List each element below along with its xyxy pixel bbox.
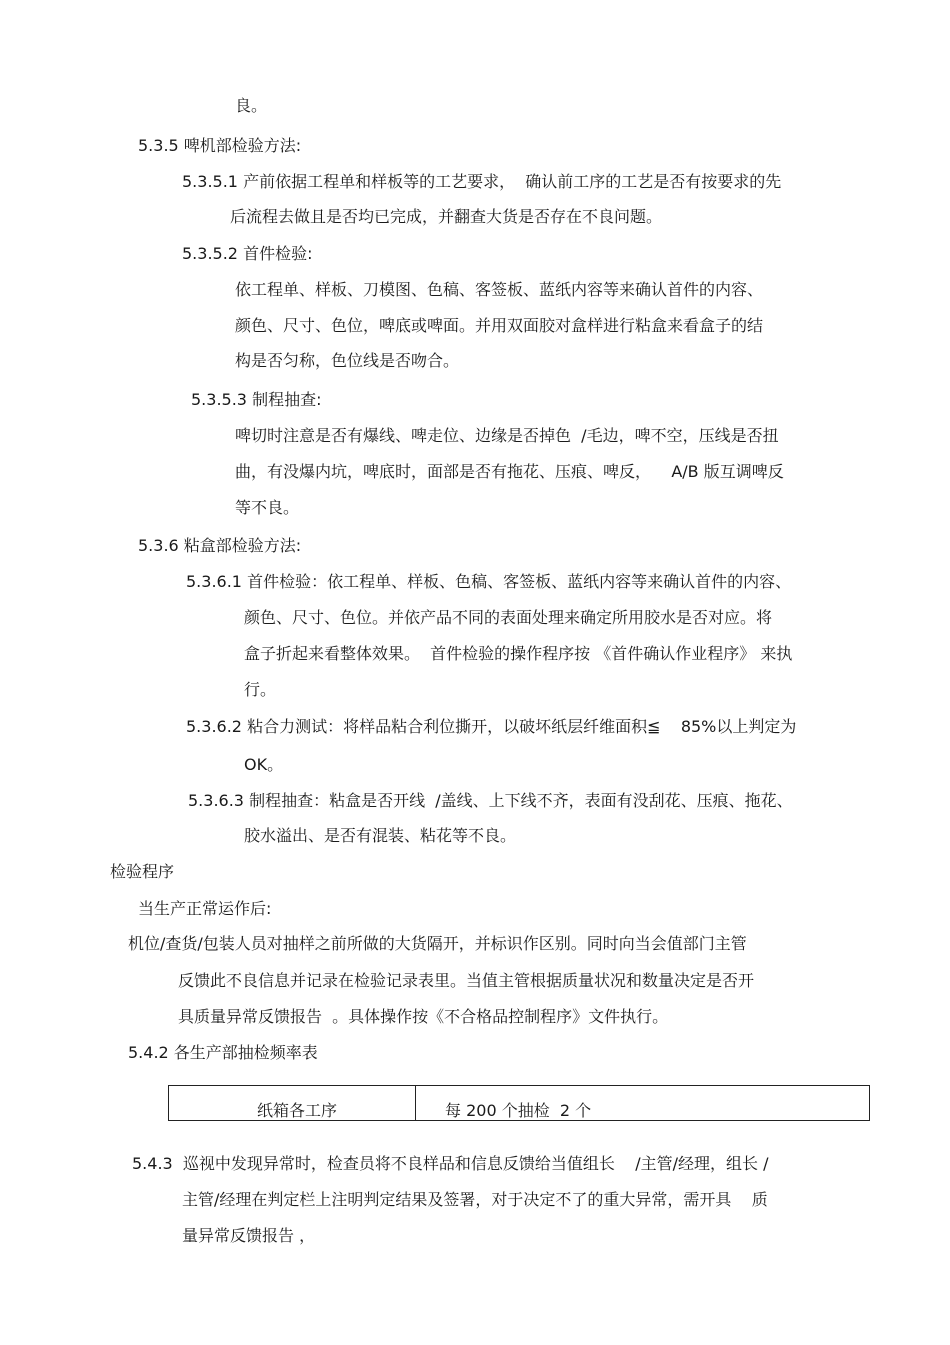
text-line-6: 依工程单、样板、刀模图、色稿、客签板、蓝纸内容等来确认首件的内容、 <box>235 280 764 299</box>
text-line-11: 曲，有没爆内坑，啤底时，面部是否有拖花、压痕、啤反， A/B 版互调啤反 <box>235 462 784 481</box>
text-line-1: 良。 <box>235 96 268 115</box>
text-line-10: 啤切时注意是否有爆线、啤走位、边缘是否掉色 /毛边，啤不空，压线是否扭 <box>235 426 779 445</box>
section-heading-5-4-2: 5.4.2 各生产部抽检频率表 <box>128 1043 318 1062</box>
text-line-7: 颜色、尺寸、色位，啤底或啤面。并用双面胶对盒样进行粘盒来看盒子的结 <box>235 316 764 335</box>
text-line-25: 反馈此不良信息并记录在检验记录表里。当值主管根据质量状况和数量决定是否开 <box>178 971 755 990</box>
text-line-14: 5.3.6.1 首件检验：依工程单、样板、色稿、客签板、蓝纸内容等来确认首件的内容、 <box>186 572 792 591</box>
text-line-28: 5.4.3 巡视中发现异常时，检查员将不良样品和信息反馈给当值组长 /主管/经理，组长 / <box>132 1154 769 1173</box>
table-cell-frequency: 每 200 个抽检 2 个 <box>445 1101 592 1120</box>
text-line-30: 量异常反馈报告 ， <box>182 1226 316 1245</box>
text-line-20: 5.3.6.3 制程抽查：粘盒是否开线 /盖线、上下线不齐，表面有没刮花、压痕、拖花、 <box>188 791 793 810</box>
text-line-15: 颜色、尺寸、色位。并依产品不同的表面处理来确定所用胶水是否对应。将 <box>244 608 773 627</box>
text-line-3: 5.3.5.1 产前依据工程单和样板等的工艺要求， 确认前工序的工艺是否有按要求的先 <box>182 172 782 191</box>
subheading-5-3-5-2: 5.3.5.2 首件检验: <box>182 244 313 263</box>
text-line-16: 盒子折起来看整体效果。 首件检验的操作程序按 《首件确认作业程序》 来执 <box>244 644 793 663</box>
text-line-19: OK。 <box>244 755 284 774</box>
text-line-4: 后流程去做且是否均已完成，并翻查大货是否存在不良问题。 <box>230 207 663 226</box>
text-line-18: 5.3.6.2 粘合力测试：将样品粘合利位撕开，以破坏纸层纤维面积≦ 85%以上判定为 <box>186 717 797 736</box>
text-line-8: 构是否匀称，色位线是否吻合。 <box>235 351 460 370</box>
text-line-17: 行。 <box>244 680 277 699</box>
section-heading-5-3-5: 5.3.5 啤机部检验方法: <box>138 136 302 155</box>
subheading-5-3-5-3: 5.3.5.3 制程抽查: <box>191 390 322 409</box>
text-line-21: 胶水溢出、是否有混装、粘花等不良。 <box>244 826 517 845</box>
section-heading-inspection-procedure: 检验程序 <box>110 862 175 881</box>
table-cell-process: 纸箱各工序 <box>257 1101 338 1120</box>
section-heading-5-3-6: 5.3.6 粘盒部检验方法: <box>138 536 302 555</box>
text-line-23: 当生产正常运作后: <box>138 899 272 918</box>
text-line-12: 等不良。 <box>235 498 300 517</box>
sampling-frequency-table <box>168 1085 870 1121</box>
table-column-divider <box>415 1086 416 1120</box>
text-line-26: 具质量异常反馈报告 。具体操作按《不合格品控制程序》文件执行。 <box>178 1007 669 1026</box>
text-line-29: 主管/经理在判定栏上注明判定结果及签署，对于决定不了的重大异常，需开具 质 <box>182 1190 768 1209</box>
text-line-24: 机位/查货/包装人员对抽样之前所做的大货隔开，并标识作区别。同时向当会值部门主管 <box>128 934 747 953</box>
